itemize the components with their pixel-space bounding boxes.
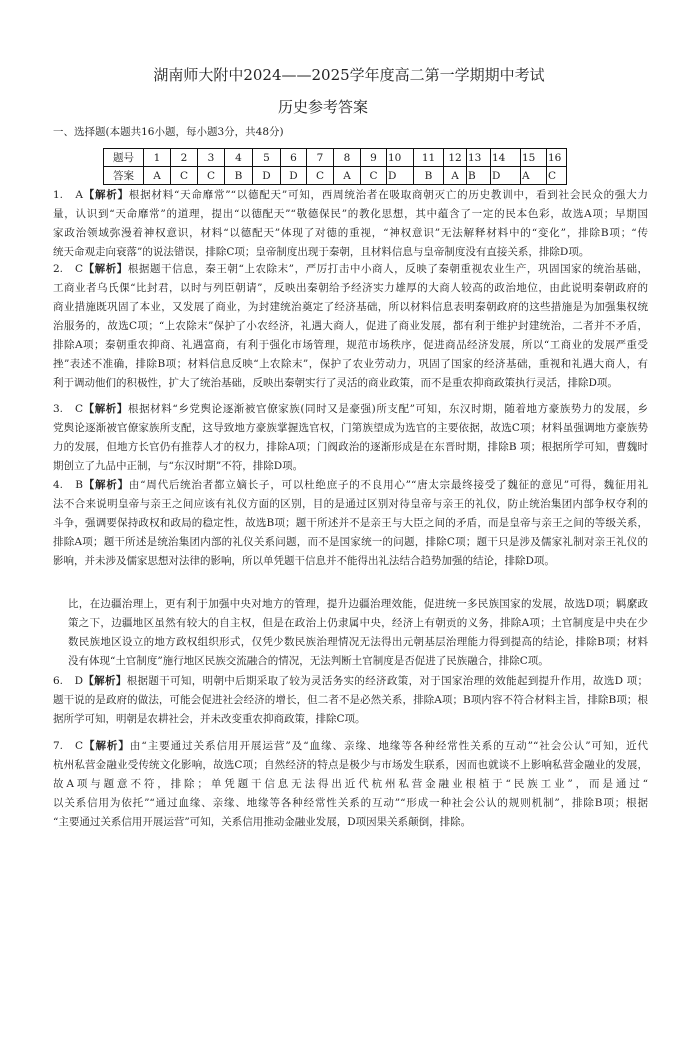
answer-cell: D: [387, 167, 414, 185]
answer-cell: C: [547, 167, 567, 185]
text-line: “主要通过关系信用开展运营”可知，关系信用推动金融业发展，D项因果关系颠倒，排除。: [53, 816, 472, 828]
answer-cell: B: [414, 167, 444, 185]
answer-cell: D: [281, 167, 307, 185]
question-number-cell: 3: [198, 149, 225, 167]
answer-row: [104, 167, 567, 185]
answer-table: [103, 148, 567, 185]
question-answer-label: 3. C: [53, 403, 83, 415]
text-line: 没有体现“土官制度”施行地区民族交流融合的情况，无法判断土官制度是否促进了民族融合，排除C项。: [68, 655, 549, 667]
analysis-paragraph: [53, 476, 648, 571]
answer-cell: A: [444, 167, 467, 185]
analysis-paragraph: [53, 186, 648, 262]
analysis-tag: 【解析】: [83, 479, 129, 491]
analysis-paragraph: [53, 737, 648, 832]
question-answer-label: 4. B: [53, 479, 83, 491]
text-line: 家政治领域弥漫着神权意识，材料“以德配天”体现了对德的重视，“神权意识”无法解释材料中的“变化”，排除B项；“传: [53, 227, 648, 239]
text-line: 策之下，边疆地区虽然有较大的自主权，但是在政治上仍隶属中央，经济上有朝贡的义务，排除A项；土官制度是中央在少: [68, 617, 648, 629]
analysis-text: 由“周代后统治者都立嫡长子，可以杜绝庶子的不良用心”“唐太宗最终接受了魏征的意见”可得，魏征用礼: [128, 479, 648, 491]
question-answer-label: 6. D: [53, 675, 83, 687]
document-title: 湖南师大附中2024——2025学年度高二第一学期期中考试: [153, 66, 545, 84]
text-line: 法不合来说明皇帝与亲王之间应该有礼仪方面的区别，目的是通过区别对待皇帝与亲王的礼仪，防止统治集团内部争权夺利的: [53, 498, 648, 510]
analysis-paragraph: [53, 400, 648, 476]
analysis-tag: 【解析】: [83, 675, 127, 687]
text-line: [53, 400, 648, 419]
answer-cell: C: [171, 167, 198, 185]
question-answer-label: 1. A: [53, 189, 83, 201]
analysis-text: 根据材料“乡党舆论逐渐被官僚家族(同时又是豪强)所支配”可知，东汉时期，随着地方豪族势力的发展，乡: [127, 403, 648, 415]
analysis-text: 根据题干可知，明朝中后期采取了较为灵活务实的经济政策，对于国家治理的效能起到提升作用，故选D 项；: [126, 675, 648, 687]
text-line: 比，在边疆治理上，更有利于加强中央对地方的管理，提升边疆治理效能，促进统一多民族国家的发展，故选D项；羁縻政: [68, 598, 648, 610]
answer-cell: D: [253, 167, 281, 185]
analysis-text: 根据题干信息，秦王朝“上农除末”，严厉打击中小商人，反映了秦朝重视农业生产，巩固国家的统治基础，: [127, 263, 648, 275]
question-number-cell: 1: [144, 149, 171, 167]
analysis-paragraph: [68, 595, 648, 671]
answer-cell: C: [307, 167, 334, 185]
answer-cell: A: [521, 167, 547, 185]
analysis-tag: 【解析】: [83, 263, 128, 275]
question-number-cell: 15: [521, 149, 547, 167]
answer-cell: A: [334, 167, 361, 185]
answer-cell: B: [467, 167, 491, 185]
text-line: 杭州私营金融业受传统文化影响，故选C项；自然经济的特点是极少与市场发生联系，因而也就谈不上影响私营金融业的发展，: [53, 759, 648, 771]
question-number-cell: 5: [253, 149, 281, 167]
text-line: 治服务的，故选C项；“上农除末”保护了小农经济，礼遇大商人，促进了商业发展，都有利于维护封建统治，二者并不矛盾，: [53, 320, 648, 332]
row-label: 题号: [104, 149, 144, 167]
question-number-cell: 7: [307, 149, 334, 167]
text-line: 排除A项；题干所述是统治集团内部的礼仪关系问题，而不是国家统一的问题，排除C项；题干只是涉及儒家礼制对亲王礼仪的: [53, 536, 648, 548]
analysis-tag: 【解析】: [83, 740, 130, 752]
text-line: 商业措施既巩固了本业，又发展了商业，为封建统治奠定了经济基础，所以材料信息表明秦朝政府的这些措施是为加强集权统: [53, 301, 648, 313]
text-line: 期创立了九品中正制，与“东汉时期”不符，排除D项。: [53, 460, 304, 472]
analysis-tag: 【解析】: [83, 189, 129, 201]
text-line: 题干说的是政府的做法，可能会促进社会经济的增长，但二者不是必然关系，排除A项；B项内容不符合材料主旨，排除B项；根: [53, 694, 648, 706]
row-label: 答案: [104, 167, 144, 185]
text-line: 数民族地区设立的地方政权组织形式，仅凭少数民族治理情况无法得出元朝基层治理能力得到提高的结论，排除B项；材料: [68, 636, 648, 648]
analysis-paragraph: [53, 260, 648, 393]
question-number-cell: 12: [444, 149, 467, 167]
text-line: 排除A项；秦朝重农抑商、礼遇富商，有利于强化市场管理，规范市场秩序，促进商品经济发展，所以“工商业的发展严重受: [53, 339, 648, 351]
answer-cell: C: [198, 167, 225, 185]
question-number-cell: 4: [225, 149, 253, 167]
answer-cell: D: [491, 167, 521, 185]
question-number-cell: 11: [414, 149, 444, 167]
text-line: 斗争，强调要保持政权和政局的稳定性，故选B项；题干所述并不是亲王与大臣之间的矛盾，而是皇帝与亲王之间的等级关系，: [53, 517, 648, 529]
question-number-cell: 16: [547, 149, 567, 167]
document-subtitle: 历史参考答案: [277, 98, 368, 116]
question-number-cell: 6: [281, 149, 307, 167]
analysis-tag: 【解析】: [83, 403, 128, 415]
question-number-cell: 8: [334, 149, 361, 167]
answer-cell: B: [225, 167, 253, 185]
analysis-text: 根据材料“天命靡常”“以德配天”可知，西周统治者在吸取商朝灭亡的历史教训中，看到社会民众的强大力: [128, 189, 648, 201]
text-line: 量，认识到“天命靡常”的道理，提出“以德配天”“敬德保民”的教化思想，其中蕴含了一定的民本色彩，故选A项；早期国: [53, 208, 648, 220]
text-line: 据所学可知，明朝是农耕社会，并未改变重农抑商政策，排除C项。: [53, 713, 366, 725]
text-line: 党舆论逐渐被官僚家族所支配，这导致地方豪族掌握选官权，门第族望成为选官的主要依据，故选C项；材料虽强调地方豪族势: [53, 422, 648, 434]
answer-cell: A: [144, 167, 171, 185]
question-number-row: [104, 149, 567, 167]
analysis-paragraph: [53, 672, 648, 729]
question-number-cell: 9: [361, 149, 387, 167]
text-line: [53, 672, 648, 691]
answer-cell: C: [361, 167, 387, 185]
question-answer-label: 7. C: [53, 740, 83, 752]
text-line: [53, 260, 648, 279]
question-answer-label: 2. C: [53, 263, 83, 275]
question-number-cell: 2: [171, 149, 198, 167]
section-heading: 一、选择题(本题共16小题，每小题3分，共48分): [53, 126, 284, 138]
question-number-cell: 14: [491, 149, 521, 167]
text-line: 影响，并未涉及儒家思想对法律的影响，所以单凭题干信息并不能得出礼法结合趋势加强的结论，排除D项。: [53, 555, 555, 567]
text-line: 故A项与题意不符，排除；单凭题干信息无法得出近代杭州私营金融业根植于“民族工业”，而是通过“: [53, 778, 648, 790]
text-line: 统天命观走向衰落”的说法错误，排除C项；皇帝制度出现于秦朝，且材料信息与皇帝制度没有直接关系，排除D项。: [53, 246, 590, 258]
question-number-cell: 10: [387, 149, 414, 167]
text-line: 力的发展，但地方长官仍有推荐人才的权力，排除A项；门阀政治的逐渐形成是在东晋时期，排除B 项；根据所学可知，曹魏时: [53, 441, 648, 453]
text-line: 挫”表述不准确，排除B项；材料信息反映“上农除末”，保护了农业劳动力，巩固了国家的经济基础，重视和礼遇大商人，有: [53, 358, 648, 370]
question-number-cell: 13: [467, 149, 491, 167]
text-line: [53, 186, 648, 205]
text-line: 以关系信用为依托”“通过血缘、亲缘、地缘等各种经常性关系的互动”“形成一种社会公认的规则机制”，排除B项；根据: [53, 797, 648, 809]
text-line: 工商业者乌氏倮“比封君，以时与列臣朝请”，反映出秦朝给予经济实力雄厚的大商人较高的政治地位，由此说明秦朝政府的: [53, 282, 648, 294]
text-line: 利于调动他们的积极性，扩大了统治基础，反映出秦朝实行了灵活的商业政策，而不是重农抑商政策执行灵活，排除D项。: [53, 377, 618, 389]
text-line: [53, 737, 648, 756]
analysis-text: 由“主要通过关系信用开展运营”及“血缘、亲缘、地缘等各种经常性关系的互动”“社会公认”可知，近代: [129, 740, 648, 752]
text-line: [53, 476, 648, 495]
